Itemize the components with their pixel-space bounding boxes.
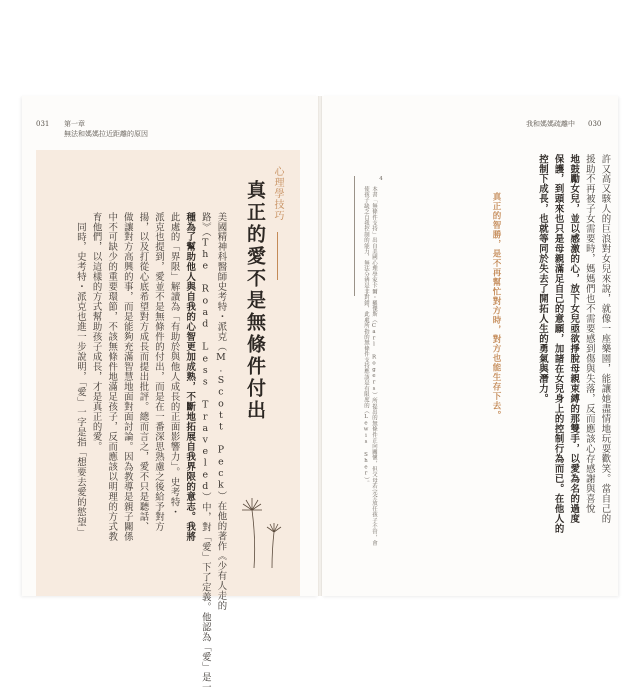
chapter-label: 第一章 <box>64 120 85 128</box>
pull-quote: 真正的智勝，是不再幫忙對方時，對方也能生存下去。 <box>491 192 501 420</box>
section-title: 真正的愛不是無條件付出 <box>244 180 266 422</box>
chapter-subtitle: 無法和媽媽拉近距離的原因 <box>64 130 148 138</box>
left-page-number: 031 <box>36 120 50 128</box>
left-body-column: 揚，以及打從心底希望對方成長而提出批評。總而言之，愛不只是聽話、 <box>137 212 149 532</box>
right-body-column: 援助不再被子女需要時，媽媽們也不需要感到傷與失落，反而應該心存感謝與喜悅 <box>583 154 595 514</box>
left-body-column: 派克也提到，愛並不是無條件的付出，而是在一番深思熟慮之後給予對方 <box>153 212 164 532</box>
section-label: 心理學技巧 <box>272 166 283 221</box>
left-body-column: 美國精神科醫師史考特・派克（M.Scott Peck）在他的著作《少有人走的 <box>215 212 227 611</box>
footnote-rule <box>354 176 355 296</box>
footnote-line-1: 本書「無條件支持」出自美國心理學家卡爾・羅傑斯（Carl Rogers）所提出的無條件正向關懷，但父母若完全放任孩子不管，會 <box>371 186 377 546</box>
left-body-column: 同時，史考特・派克也進一步說明，「愛」一字是指「想要去愛的慾望」 <box>75 222 86 537</box>
right-body-column: 地鼓勵女兒，並以感激的心，放下女兒亟欲掙脫母親束縛的那雙手，以愛為名的過度 <box>568 154 580 524</box>
left-body-column: 路》（The Road Less Traveled）中，對「愛」下了定義。他認為「愛」是一 <box>199 212 211 692</box>
left-page <box>22 96 318 692</box>
left-body-column: 此處的「界限」解讀為「有助於與他人成長的正面影響力」。史考特・ <box>168 212 180 517</box>
footnote-marker: 4 <box>378 176 384 183</box>
right-body-column: 許又高又駭人的巨浪對女兒來說，就像一座樂園，能讓她盡情地玩耍歡笑。當自己的 <box>599 154 611 524</box>
psychology-tip-panel <box>36 150 300 692</box>
section-rule <box>277 232 278 280</box>
left-body-column: 做讓對方高興的事，而是能夠充滿智慧地面對面討論。因為教導是親子關係 <box>121 212 133 542</box>
left-body-column: 育他們，以這樣的方式幫助孩子成長，才是真正的愛。 <box>90 212 102 452</box>
dandelion-decoration-icon <box>232 480 292 570</box>
left-body-column: 種為了幫助他人與自我的心智更加成熟，不斷地拓展自我界限的意志。我將 <box>184 212 196 542</box>
right-body-column: 控制下成長，也就等同於失去了開拓人生的勇氣與潛力。 <box>537 154 548 404</box>
running-title: 我和媽媽疏離中 <box>526 120 575 128</box>
right-page <box>322 96 618 596</box>
right-page-number: 030 <box>588 120 602 128</box>
left-body-column: 中不可缺少的重要環節，不該無條件地滿足孩子，反而應該以明理的方式教 <box>106 212 118 542</box>
footnote-line-2: 使孩子缺乏自我控制的能力，無法分辨是非對錯，此處所指的無條件支持應該是有限度的（Lewis Sher）。 <box>363 186 369 486</box>
right-body-column: 保護，到頭來也只是母親滿足自己的意願，加諸在女兒身上的控制行為而已。在他人的 <box>552 154 564 534</box>
